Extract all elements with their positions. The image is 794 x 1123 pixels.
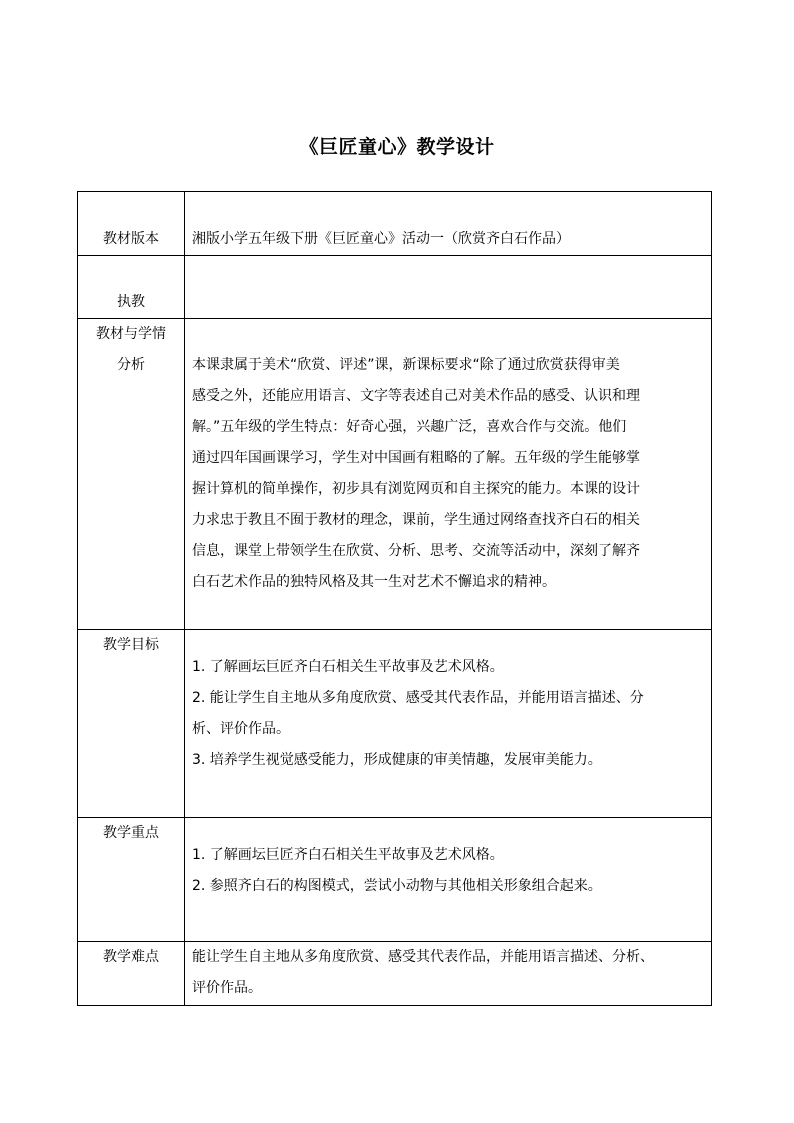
- row-textbook-edition: [78, 192, 712, 256]
- objective-item: 1. 了解画坛巨匠齐白石相关生平故事及艺术风格。: [192, 659, 504, 675]
- key-point-item: 1. 了解画坛巨匠齐白石相关生平故事及艺术风格。: [192, 847, 504, 863]
- label-textbook-edition: 教材版本: [78, 192, 185, 256]
- label-teacher: 执教: [78, 256, 185, 319]
- row-analysis: [78, 319, 712, 630]
- objective-item: 2. 能让学生自主地从多角度欣赏、感受其代表作品，并能用语言描述、分: [192, 690, 644, 706]
- row-teacher: [78, 256, 712, 319]
- objective-item: 3. 培养学生视觉感受能力，形成健康的审美情趣，发展审美能力。: [192, 752, 602, 768]
- content-difficulties: [185, 942, 712, 1006]
- analysis-line: 通过四年国画课学习，学生对中国画有粗略的了解。五年级的学生能够掌: [192, 450, 640, 466]
- content-teacher: [185, 256, 712, 319]
- analysis-line: 信息，课堂上带领学生在欣赏、分析、思考、交流等活动中，深刻了解齐: [192, 543, 640, 559]
- row-difficulties: [78, 942, 712, 1006]
- difficulty-line: 能让学生自主地从多角度欣赏、感受其代表作品，并能用语言描述、分析、: [192, 949, 654, 965]
- label-analysis-line-1: 教材与学情: [96, 326, 166, 342]
- difficulty-line: 评价作品。: [192, 980, 262, 996]
- content-analysis: [185, 319, 712, 630]
- content-textbook-edition: 湘版小学五年级下册《巨匠童心》活动一（欣赏齐白石作品）: [185, 192, 712, 256]
- analysis-line: 握计算机的简单操作，初步具有浏览网页和自主探究的能力。本课的设计: [192, 481, 640, 497]
- label-key-points: 教学重点: [78, 818, 185, 942]
- label-analysis-line-2: 分析: [117, 357, 145, 373]
- row-objectives: [78, 630, 712, 818]
- analysis-line: 力求忠于教且不囿于教材的理念，课前，学生通过网络查找齐白石的相关: [192, 512, 640, 528]
- analysis-line: 感受之外，还能应用语言、文字等表述自己对美术作品的感受、认识和理: [192, 388, 640, 404]
- label-difficulties: 教学难点: [78, 942, 185, 1006]
- analysis-line: 本课隶属于美术“欣赏、评述”课，新课标要求“除了通过欣赏获得审美: [192, 357, 620, 373]
- label-objectives: 教学目标: [78, 630, 185, 818]
- lesson-plan-table: [77, 191, 712, 1006]
- analysis-line: 解。”五年级的学生特点：好奇心强，兴趣广泛，喜欢合作与交流。他们: [192, 419, 627, 435]
- key-point-item: 2. 参照齐白石的构图模式，尝试小动物与其他相关形象组合起来。: [192, 878, 602, 894]
- row-key-points: [78, 818, 712, 942]
- document-title: 《巨匠童心》教学设计: [299, 136, 495, 158]
- content-objectives: [185, 630, 712, 818]
- content-key-points: [185, 818, 712, 942]
- objective-item: 析、评价作品。: [192, 721, 290, 737]
- label-analysis: [78, 319, 185, 630]
- analysis-line: 白石艺术作品的独特风格及其一生对艺术不懈追求的精神。: [192, 574, 556, 590]
